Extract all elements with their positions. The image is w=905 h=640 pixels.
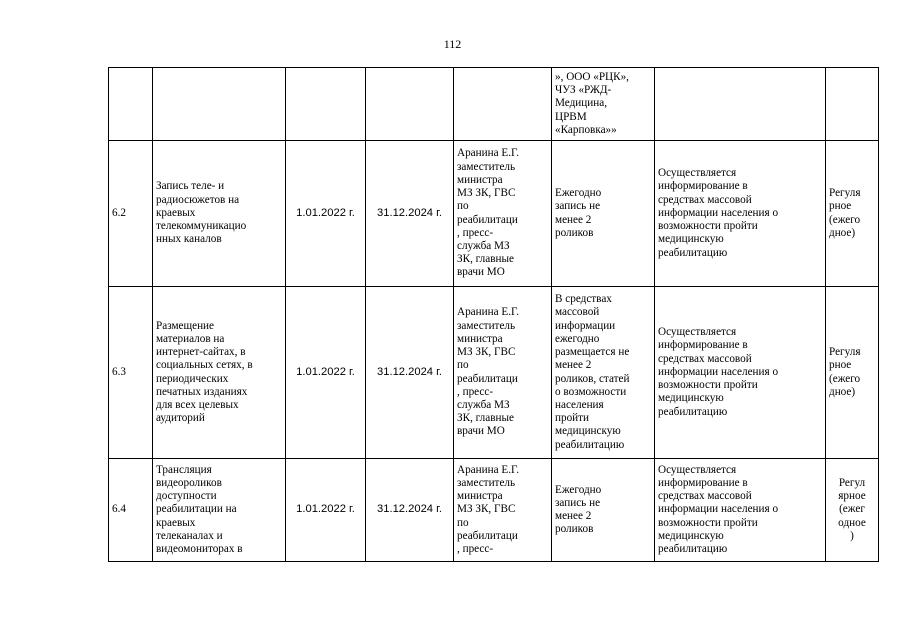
- cell-period: Регул ярное (ежег одное ): [826, 459, 879, 562]
- cell-responsible: Аранина Е.Г. заместитель министра МЗ ЗК, ГВС по реабилитаци , пресс- служба МЗ ЗК, главные врачи МО: [454, 141, 552, 287]
- table-row: [109, 287, 879, 459]
- cell-period: Регуля рное (ежего дное): [826, 287, 879, 459]
- cell-event: Запись теле- и радиосюжетов на краевых телекоммуникацио нных каналов: [153, 141, 286, 287]
- cell-result: Осуществляется информирование в средствах массовой информации населения о возможности пройти медицинскую реабилитацию: [655, 459, 826, 562]
- cell-indicator: », ООО «РЦК», ЧУЗ «РЖД- Медицина, ЦРВМ «Карповка»»: [552, 68, 655, 141]
- cell-number: 6.3: [109, 287, 153, 459]
- cell-end-date: 31.12.2024 г.: [366, 459, 454, 562]
- cell-end-date: 31.12.2024 г.: [366, 287, 454, 459]
- cell-event: [153, 68, 286, 141]
- cell-start-date: 1.01.2022 г.: [286, 141, 366, 287]
- cell-number: [109, 68, 153, 141]
- cell-result: Осуществляется информирование в средствах массовой информации населения о возможности пройти медицинскую реабилитацию: [655, 287, 826, 459]
- cell-period: Регуля рное (ежего дное): [826, 141, 879, 287]
- cell-number: 6.4: [109, 459, 153, 562]
- cell-start-date: 1.01.2022 г.: [286, 287, 366, 459]
- cell-indicator: Ежегодно запись не менее 2 роликов: [552, 459, 655, 562]
- cell-indicator: В средствах массовой информации ежегодно размещается не менее 2 роликов, статей о возможности населения пройти медицинскую реабилитацию: [552, 287, 655, 459]
- cell-responsible: [454, 68, 552, 141]
- cell-start-date: 1.01.2022 г.: [286, 459, 366, 562]
- cell-responsible: Аранина Е.Г. заместитель министра МЗ ЗК, ГВС по реабилитаци , пресс-: [454, 459, 552, 562]
- cell-number: 6.2: [109, 141, 153, 287]
- table-row: [109, 141, 879, 287]
- cell-event: Трансляция видеороликов доступности реабилитации на краевых телеканалах и видеомониторах в: [153, 459, 286, 562]
- cell-event: Размещение материалов на интернет-сайтах, в социальных сетях, в периодических печатных изданиях для всех целевых аудиторий: [153, 287, 286, 459]
- cell-period: [826, 68, 879, 141]
- cell-end-date: 31.12.2024 г.: [366, 141, 454, 287]
- cell-result: [655, 68, 826, 141]
- table-row: [109, 459, 879, 562]
- cell-result: Осуществляется информирование в средствах массовой информации населения о возможности пройти медицинскую реабилитацию: [655, 141, 826, 287]
- cell-indicator: Ежегодно запись не менее 2 роликов: [552, 141, 655, 287]
- cell-end-date: [366, 68, 454, 141]
- page-number: 112: [443, 37, 462, 51]
- cell-start-date: [286, 68, 366, 141]
- cell-responsible: Аранина Е.Г. заместитель министра МЗ ЗК, ГВС по реабилитаци , пресс- служба МЗ ЗК, главные врачи МО: [454, 287, 552, 459]
- table-row-continuation: [109, 68, 879, 141]
- plan-table: [108, 67, 879, 562]
